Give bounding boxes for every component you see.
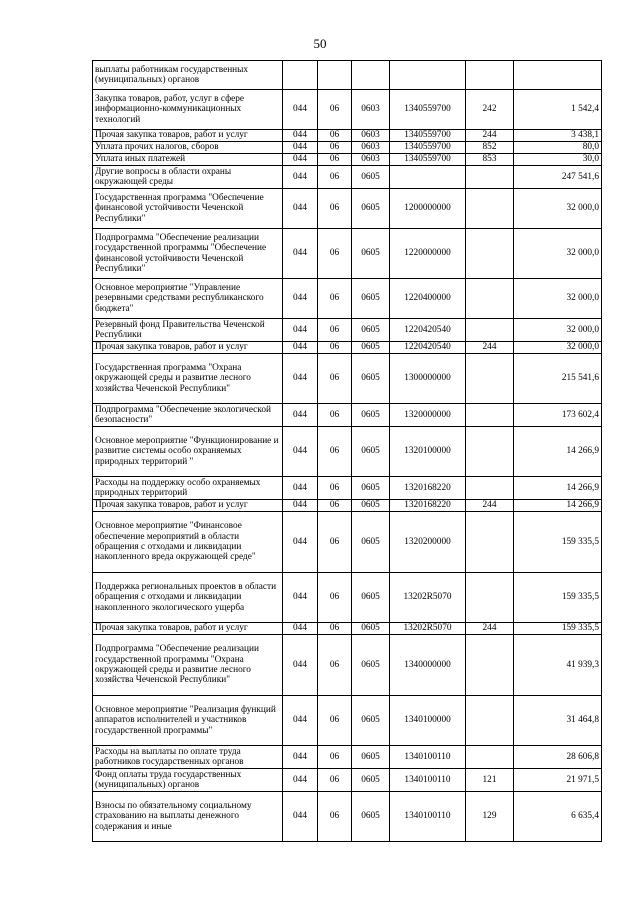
section-code: 06: [318, 189, 352, 229]
expense-type-code: [466, 189, 514, 229]
row-name: Расходы на выплаты по оплате труда работников государственных органов: [93, 746, 283, 769]
table-row: [93, 279, 602, 319]
row-name: Поддержка региональных проектов в области обращения с отходами и ликвидации накопленного экологического ущерба: [93, 573, 283, 623]
ministry-code: 044: [283, 623, 318, 635]
amount: 41 939,3: [514, 635, 602, 696]
row-name: Основное мероприятие "Управление резервными средствами республиканского бюджета": [93, 279, 283, 319]
table-row: [93, 130, 602, 142]
ministry-code: 044: [283, 696, 318, 746]
ministry-code: 044: [283, 342, 318, 354]
row-name: Резервный фонд Правительства Чеченской Республики: [93, 319, 283, 342]
expense-type-code: [466, 404, 514, 427]
ministry-code: 044: [283, 792, 318, 842]
target-code: 1320200000: [390, 512, 466, 573]
target-code: 1300000000: [390, 354, 466, 404]
subsection-code: 0605: [352, 189, 390, 229]
target-code: 1220400000: [390, 279, 466, 319]
ministry-code: 044: [283, 512, 318, 573]
amount: 215 541,6: [514, 354, 602, 404]
row-name: Основное мероприятие "Финансовое обеспечение мероприятий в области обращения с отходами и ликвидации накопленного вреда окружающей среде": [93, 512, 283, 573]
table-row: [93, 342, 602, 354]
row-name: Подпрограмма "Обеспечение экологической безопасности": [93, 404, 283, 427]
expense-type-code: 244: [466, 130, 514, 142]
ministry-code: 044: [283, 319, 318, 342]
amount: 28 606,8: [514, 746, 602, 769]
subsection-code: 0605: [352, 623, 390, 635]
expense-type-code: 853: [466, 154, 514, 166]
section-code: 06: [318, 512, 352, 573]
subsection-code: 0605: [352, 319, 390, 342]
amount: [514, 61, 602, 90]
target-code: 1340100110: [390, 746, 466, 769]
table-row: [93, 427, 602, 477]
row-name: Прочая закупка товаров, работ и услуг: [93, 623, 283, 635]
section-code: 06: [318, 229, 352, 279]
section-code: 06: [318, 573, 352, 623]
expense-type-code: [466, 427, 514, 477]
section-code: 06: [318, 130, 352, 142]
subsection-code: 0605: [352, 792, 390, 842]
target-code: 1320168220: [390, 477, 466, 500]
subsection-code: 0605: [352, 512, 390, 573]
expense-type-code: [466, 696, 514, 746]
amount: 173 602,4: [514, 404, 602, 427]
expense-type-code: [466, 477, 514, 500]
section-code: 06: [318, 500, 352, 512]
expense-type-code: [466, 61, 514, 90]
budget-table: [92, 60, 602, 842]
target-code: 1200000000: [390, 189, 466, 229]
section-code: 06: [318, 154, 352, 166]
expense-type-code: 244: [466, 342, 514, 354]
expense-type-code: [466, 354, 514, 404]
section-code: 06: [318, 404, 352, 427]
amount: 159 335,5: [514, 573, 602, 623]
row-name: Уплата иных платежей: [93, 154, 283, 166]
table-row: [93, 696, 602, 746]
expense-type-code: 129: [466, 792, 514, 842]
section-code: 06: [318, 319, 352, 342]
target-code: 13202R5070: [390, 623, 466, 635]
expense-type-code: 852: [466, 142, 514, 154]
section-code: 06: [318, 279, 352, 319]
row-name: Подпрограмма "Обеспечение реализации государственной программы "Охрана окружающей среды и развитие лесного хозяйства Чеченской Республики": [93, 635, 283, 696]
row-name: Основное мероприятие "Функционирование и развитие системы особо охраняемых природных территорий ": [93, 427, 283, 477]
row-name: Другие вопросы в области охраны окружающей среды: [93, 166, 283, 189]
section-code: 06: [318, 746, 352, 769]
section-code: 06: [318, 342, 352, 354]
ministry-code: 044: [283, 404, 318, 427]
ministry-code: 044: [283, 500, 318, 512]
row-name: Уплата прочих налогов, сборов: [93, 142, 283, 154]
subsection-code: 0605: [352, 427, 390, 477]
amount: 30,0: [514, 154, 602, 166]
amount: 32 000,0: [514, 229, 602, 279]
ministry-code: 044: [283, 130, 318, 142]
table-row: [93, 61, 602, 90]
target-code: 1340100000: [390, 696, 466, 746]
section-code: 06: [318, 623, 352, 635]
amount: 32 000,0: [514, 319, 602, 342]
ministry-code: 044: [283, 189, 318, 229]
section-code: 06: [318, 696, 352, 746]
amount: 21 971,5: [514, 769, 602, 792]
table-row: [93, 354, 602, 404]
ministry-code: 044: [283, 279, 318, 319]
row-name: Государственная программа "Охрана окружающей среды и развитие лесного хозяйства Чеченской Республики": [93, 354, 283, 404]
expense-type-code: [466, 279, 514, 319]
table-row: [93, 792, 602, 842]
table-row: [93, 404, 602, 427]
ministry-code: 044: [283, 746, 318, 769]
subsection-code: 0605: [352, 746, 390, 769]
amount: 32 000,0: [514, 189, 602, 229]
target-code: 1340100110: [390, 769, 466, 792]
row-name: Расходы на поддержку особо охраняемых природных территорий: [93, 477, 283, 500]
ministry-code: 044: [283, 154, 318, 166]
subsection-code: 0603: [352, 154, 390, 166]
ministry-code: 044: [283, 769, 318, 792]
row-name: Взносы по обязательному социальному страхованию на выплаты денежного содержания и иные: [93, 792, 283, 842]
expense-type-code: [466, 229, 514, 279]
target-code: 1320168220: [390, 500, 466, 512]
table-row: [93, 189, 602, 229]
target-code: 1340559700: [390, 130, 466, 142]
amount: 32 000,0: [514, 279, 602, 319]
subsection-code: 0605: [352, 404, 390, 427]
target-code: 1340100110: [390, 792, 466, 842]
expense-type-code: 244: [466, 623, 514, 635]
amount: 80,0: [514, 142, 602, 154]
section-code: 06: [318, 477, 352, 500]
amount: 32 000,0: [514, 342, 602, 354]
amount: 3 438,1: [514, 130, 602, 142]
table-row: [93, 500, 602, 512]
ministry-code: 044: [283, 573, 318, 623]
table-row: [93, 769, 602, 792]
subsection-code: 0605: [352, 477, 390, 500]
ministry-code: 044: [283, 229, 318, 279]
subsection-code: 0603: [352, 130, 390, 142]
subsection-code: 0603: [352, 90, 390, 130]
amount: 1 542,4: [514, 90, 602, 130]
expense-type-code: [466, 746, 514, 769]
target-code: 1320100000: [390, 427, 466, 477]
amount: 159 335,5: [514, 623, 602, 635]
section-code: 06: [318, 90, 352, 130]
row-name: Государственная программа "Обеспечение финансовой устойчивости Чеченской Республики": [93, 189, 283, 229]
subsection-code: 0605: [352, 354, 390, 404]
table-row: [93, 623, 602, 635]
row-name: Основное мероприятие "Реализация функций аппаратов исполнителей и участников государственной программы": [93, 696, 283, 746]
table-row: [93, 573, 602, 623]
subsection-code: 0605: [352, 635, 390, 696]
target-code: 1220420540: [390, 342, 466, 354]
row-name: Прочая закупка товаров, работ и услуг: [93, 500, 283, 512]
row-name: Подпрограмма "Обеспечение реализации государственной программы "Обеспечение финансовой устойчивости Чеченской Республики": [93, 229, 283, 279]
target-code: 13202R5070: [390, 573, 466, 623]
page-number: 50: [313, 36, 327, 51]
amount: 159 335,5: [514, 512, 602, 573]
table-row: [93, 635, 602, 696]
table-row: [93, 512, 602, 573]
section-code: 06: [318, 427, 352, 477]
row-name: Прочая закупка товаров, работ и услуг: [93, 342, 283, 354]
ministry-code: [283, 61, 318, 90]
expense-type-code: [466, 319, 514, 342]
subsection-code: 0603: [352, 142, 390, 154]
ministry-code: 044: [283, 427, 318, 477]
amount: 247 541,6: [514, 166, 602, 189]
target-code: 1340000000: [390, 635, 466, 696]
expense-type-code: 244: [466, 500, 514, 512]
section-code: [318, 61, 352, 90]
target-code: [390, 61, 466, 90]
row-name: выплаты работникам государственных (муниципальных) органов: [93, 61, 283, 90]
expense-type-code: 242: [466, 90, 514, 130]
amount: 31 464,8: [514, 696, 602, 746]
table-row: [93, 319, 602, 342]
ministry-code: 044: [283, 354, 318, 404]
table-row: [93, 166, 602, 189]
expense-type-code: [466, 635, 514, 696]
target-code: 1340559700: [390, 154, 466, 166]
target-code: 1320000000: [390, 404, 466, 427]
row-name: Закупка товаров, работ, услуг в сфере информационно-коммуникационных технологий: [93, 90, 283, 130]
table-row: [93, 229, 602, 279]
ministry-code: 044: [283, 90, 318, 130]
ministry-code: 044: [283, 166, 318, 189]
target-code: 1220000000: [390, 229, 466, 279]
expense-type-code: [466, 166, 514, 189]
table-row: [93, 142, 602, 154]
table-row: [93, 90, 602, 130]
expense-type-code: [466, 573, 514, 623]
amount: 14 266,9: [514, 477, 602, 500]
section-code: 06: [318, 635, 352, 696]
table-row: [93, 746, 602, 769]
target-code: 1340559700: [390, 142, 466, 154]
expense-type-code: [466, 512, 514, 573]
section-code: 06: [318, 354, 352, 404]
amount: 6 635,4: [514, 792, 602, 842]
section-code: 06: [318, 792, 352, 842]
ministry-code: 044: [283, 477, 318, 500]
table-row: [93, 154, 602, 166]
amount: 14 266,9: [514, 500, 602, 512]
row-name: Прочая закупка товаров, работ и услуг: [93, 130, 283, 142]
subsection-code: 0605: [352, 696, 390, 746]
table-row: [93, 477, 602, 500]
subsection-code: 0605: [352, 166, 390, 189]
subsection-code: 0605: [352, 229, 390, 279]
expense-type-code: 121: [466, 769, 514, 792]
subsection-code: 0605: [352, 279, 390, 319]
row-name: Фонд оплаты труда государственных (муниципальных) органов: [93, 769, 283, 792]
subsection-code: 0605: [352, 342, 390, 354]
ministry-code: 044: [283, 142, 318, 154]
ministry-code: 044: [283, 635, 318, 696]
subsection-code: 0605: [352, 573, 390, 623]
subsection-code: 0605: [352, 500, 390, 512]
subsection-code: [352, 61, 390, 90]
section-code: 06: [318, 142, 352, 154]
section-code: 06: [318, 769, 352, 792]
section-code: 06: [318, 166, 352, 189]
target-code: [390, 166, 466, 189]
amount: 14 266,9: [514, 427, 602, 477]
target-code: 1220420540: [390, 319, 466, 342]
subsection-code: 0605: [352, 769, 390, 792]
target-code: 1340559700: [390, 90, 466, 130]
